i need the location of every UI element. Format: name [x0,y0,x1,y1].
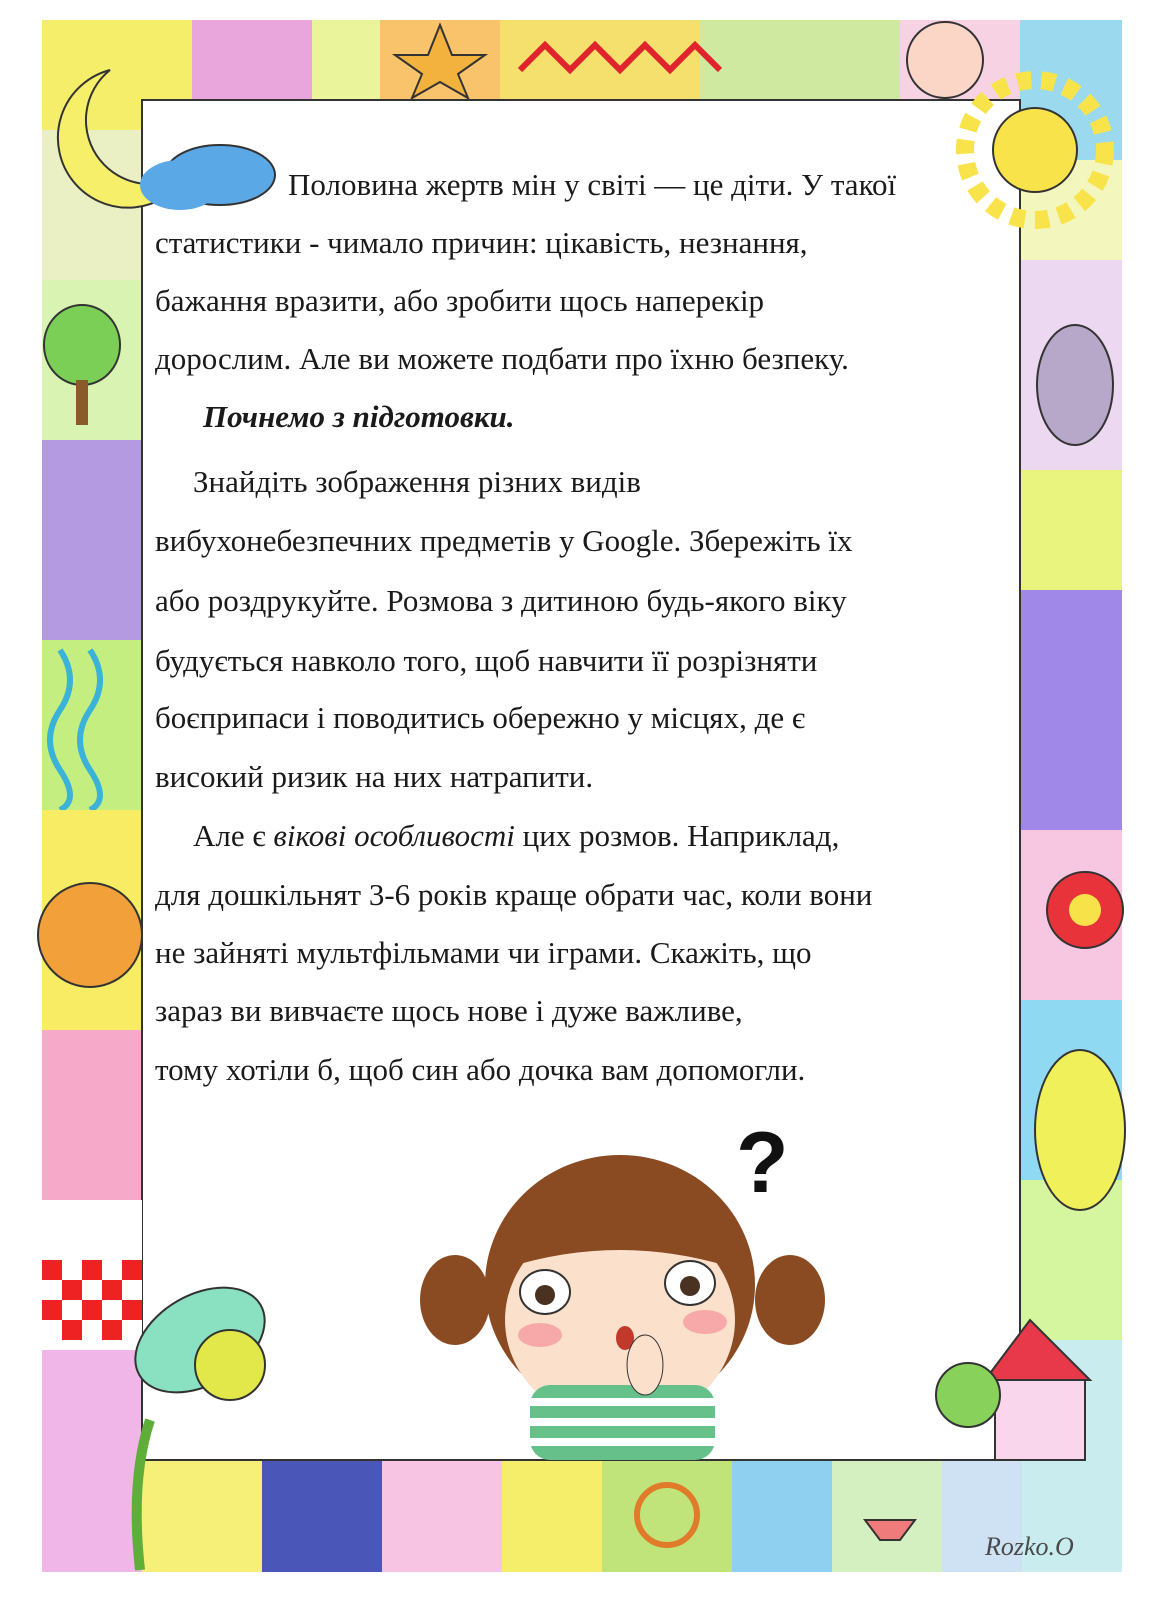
text-line: статистики - чимало причин: цікавість, незнання, [155,225,808,260]
text-line: Знайдіть зображення різних видів [193,464,641,499]
text-line [193,819,839,853]
text-line: Половина жертв мін у світі — це діти. У такої [288,167,897,202]
text-line: боєприпаси і поводитись обережно у місцях, де є [155,700,806,735]
text-line: зараз ви вивчаєте щось нове і дуже важливе, [155,993,743,1028]
text-line: будується навколо того, щоб навчити її розрізняти [155,643,818,678]
text-line: дорослим. Але ви можете подбати про їхню безпеку. [155,341,849,376]
emphasis-text: вікові особливості [273,818,515,853]
text-line: вибухонебезпечних предметів у Google. Збережіть їх [155,523,853,558]
text-line: не зайняті мультфільмами чи іграми. Скажіть, що [155,935,812,970]
question-mark-icon: ? [736,1115,789,1211]
author-signature: Rozko.O [985,1532,1074,1561]
section-heading: Почнемо з підготовки. [203,399,515,434]
text-line: тому хотіли б, щоб син або дочка вам допомогли. [155,1052,806,1087]
text-line: бажання вразити, або зробити щось наперекір [155,283,765,318]
text-line: для дошкільнят 3-6 років краще обрати час, коли вони [155,877,873,912]
text-run: Але є [193,818,274,853]
text-run: цих розмов. Наприклад, [514,818,840,853]
text-line: або роздрукуйте. Розмова з дитиною будь-якого віку [155,583,847,618]
text-line: високий ризик на них натрапити. [155,759,594,794]
